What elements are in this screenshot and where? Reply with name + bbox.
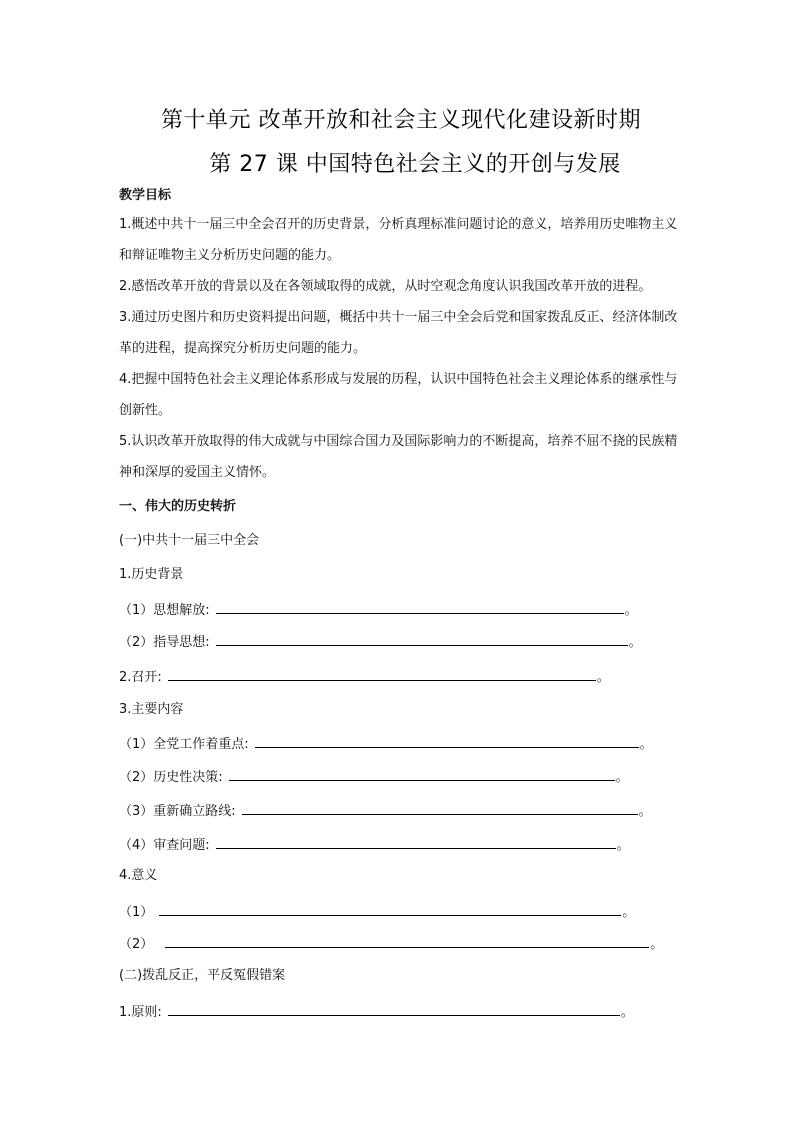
answer-blank[interactable] <box>165 935 649 948</box>
fill-in-question <box>119 735 653 753</box>
fill-in-question <box>119 903 635 921</box>
objectives-list <box>119 209 689 488</box>
subsection-heading: (二)拨乱反正，平反冤假错案 <box>119 968 286 983</box>
answer-blank[interactable] <box>255 735 639 748</box>
answer-blank[interactable] <box>242 802 638 815</box>
item-heading: 1.历史背景 <box>119 567 184 582</box>
period-mark: 。 <box>615 770 629 785</box>
lesson-title: 第 27 课 中国特色社会主义的开创与发展 <box>209 152 621 177</box>
item-heading: 4.意义 <box>119 868 158 883</box>
section-heading: 一、伟大的历史转折 <box>119 499 237 514</box>
period-mark: 。 <box>638 804 652 819</box>
question-label: （2）历史性决策: <box>119 770 223 785</box>
answer-blank[interactable] <box>216 633 628 646</box>
fill-in-question <box>119 1003 634 1021</box>
fill-in-question <box>119 601 638 619</box>
fill-in-question <box>119 802 652 820</box>
question-label: （1） <box>119 905 154 920</box>
answer-blank[interactable] <box>168 1003 620 1016</box>
question-label: （1）思想解放: <box>119 603 210 618</box>
answer-blank[interactable] <box>229 768 615 781</box>
question-label: （2） <box>119 937 154 952</box>
period-mark: 。 <box>596 670 610 685</box>
item-heading: 3.主要内容 <box>119 702 184 717</box>
fill-in-question <box>119 633 642 651</box>
question-label: （4）审查问题: <box>119 838 210 853</box>
period-mark: 。 <box>650 937 664 952</box>
answer-blank[interactable] <box>216 601 624 614</box>
answer-blank[interactable] <box>216 836 616 849</box>
question-label: 1.原则: <box>119 1005 162 1020</box>
period-mark: 。 <box>639 737 653 752</box>
fill-in-question <box>119 668 610 686</box>
fill-in-question <box>119 836 630 854</box>
period-mark: 。 <box>616 838 630 853</box>
answer-blank[interactable] <box>159 903 621 916</box>
fill-in-question <box>119 768 629 786</box>
period-mark: 。 <box>620 1005 634 1020</box>
objective-item: 5.认识改革开放取得的伟大成就与中国综合国力及国际影响力的不断提高，培养不屈不挠的民族精神和深厚的爱国主义情怀。 <box>119 434 678 480</box>
objective-item: 3.通过历史图片和历史资料提出问题，概括中共十一届三中全会后党和国家拨乱反正、经济体制改革的进程，提高探究分析历史问题的能力。 <box>119 310 678 356</box>
answer-blank[interactable] <box>168 668 596 681</box>
question-label: （3）重新确立路线: <box>119 804 236 819</box>
question-label: （1）全党工作着重点: <box>119 737 249 752</box>
period-mark: 。 <box>622 905 636 920</box>
objectives-heading: 教学目标 <box>119 188 172 203</box>
question-label: 2.召开: <box>119 670 162 685</box>
period-mark: 。 <box>624 603 638 618</box>
unit-title: 第十单元 改革开放和社会主义现代化建设新时期 <box>161 108 641 133</box>
question-label: （2）指导思想: <box>119 635 210 650</box>
fill-in-question <box>119 935 663 953</box>
period-mark: 。 <box>628 635 642 650</box>
objective-item: 4.把握中国特色社会主义理论体系形成与发展的历程，认识中国特色社会主义理论体系的继承性与创新性。 <box>119 372 678 418</box>
objective-item: 1.概述中共十一届三中全会召开的历史背景，分析真理标准问题讨论的意义，培养用历史唯物主义和辩证唯物主义分析历史问题的能力。 <box>119 217 678 263</box>
subsection-heading: (一)中共十一届三中全会 <box>119 533 260 548</box>
objective-item: 2.感悟改革开放的背景以及在各领域取得的成就，从时空观念角度认识我国改革开放的进程。 <box>119 279 652 294</box>
